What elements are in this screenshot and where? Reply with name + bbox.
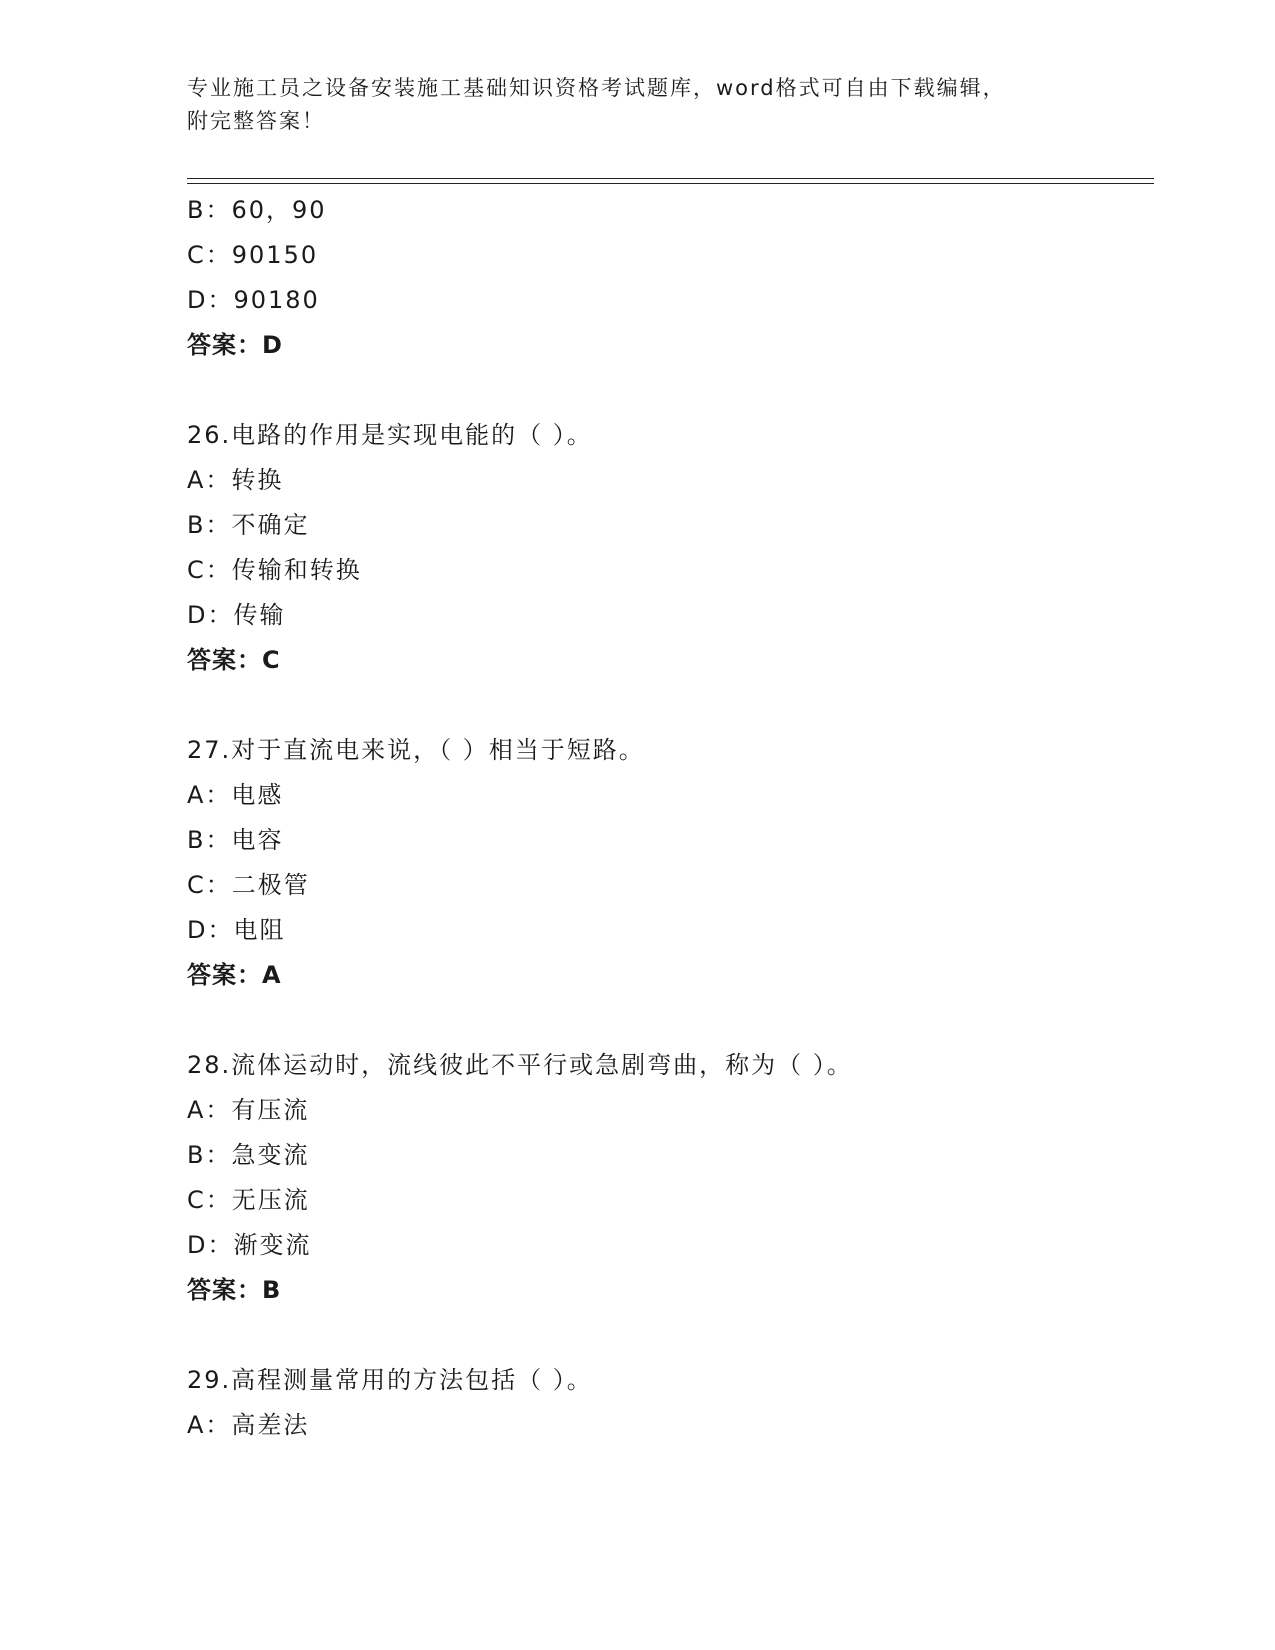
q27-answer: 答案：A [187, 961, 282, 989]
q28-option-d: D：渐变流 [187, 1231, 312, 1259]
q28-option-a: A：有压流 [187, 1096, 310, 1124]
q26-option-a: A：转换 [187, 466, 284, 494]
q29-question: 29.高程测量常用的方法包括（ ）。 [187, 1366, 593, 1394]
q27-option-b: B：电容 [187, 826, 284, 854]
header-divider-top [187, 178, 1154, 179]
q27-question: 27.对于直流电来说，（ ）相当于短路。 [187, 736, 645, 764]
q26-question: 26.电路的作用是实现电能的（ ）。 [187, 421, 593, 449]
header-line-2: 附完整答案！ [187, 109, 325, 133]
header-line-1: 专业施工员之设备安装施工基础知识资格考试题库，word格式可自由下载编辑， [187, 76, 1006, 100]
q28-option-c: C：无压流 [187, 1186, 310, 1214]
q27-option-a: A：电感 [187, 781, 284, 809]
q26-option-b: B：不确定 [187, 511, 310, 539]
q25-option-b: B：60，90 [187, 196, 327, 224]
q26-option-c: C：传输和转换 [187, 556, 362, 584]
q25-option-d: D：90180 [187, 286, 320, 314]
q28-question: 28.流体运动时，流线彼此不平行或急剧弯曲，称为（ ）。 [187, 1051, 853, 1079]
q27-option-c: C：二极管 [187, 871, 310, 899]
q25-option-c: C：90150 [187, 241, 319, 269]
header-divider-bottom [187, 183, 1154, 184]
q29-option-a: A：高差法 [187, 1411, 310, 1439]
q26-option-d: D：传输 [187, 601, 286, 629]
q28-answer: 答案：B [187, 1276, 282, 1304]
document-header [187, 72, 1087, 138]
q28-option-b: B：急变流 [187, 1141, 310, 1169]
q27-option-d: D：电阻 [187, 916, 286, 944]
q25-answer: 答案：D [187, 331, 283, 359]
q26-answer: 答案：C [187, 646, 281, 674]
